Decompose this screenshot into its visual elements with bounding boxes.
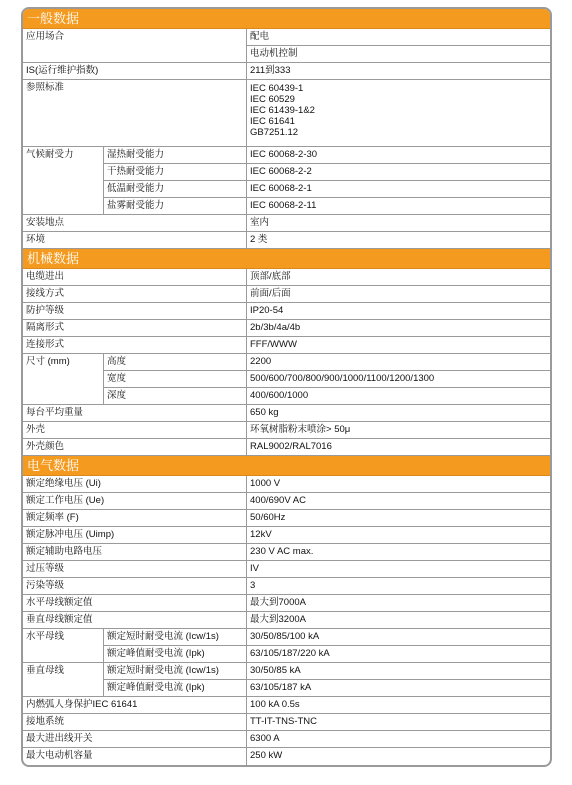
section-header-electrical xyxy=(23,456,550,476)
row-label: 额定脉冲电压 (Uimp) xyxy=(26,529,115,540)
row-value: 12kV xyxy=(246,527,550,543)
row-value: TT-IT-TNS-TNC xyxy=(246,714,550,730)
row-value: 50/60Hz xyxy=(246,510,550,526)
table-row xyxy=(103,164,550,181)
row-value: 230 V AC max. xyxy=(246,544,550,560)
value-line: 配电 xyxy=(247,29,550,46)
row-label: 连接形式 xyxy=(26,339,65,350)
table-row xyxy=(103,371,550,388)
table-row xyxy=(23,748,550,765)
table-row xyxy=(23,527,550,544)
table-row xyxy=(23,29,550,63)
table-row xyxy=(23,439,550,456)
section-title: 电气数据 xyxy=(27,458,80,473)
table-row xyxy=(23,612,550,629)
row-label: 污染等级 xyxy=(26,580,65,591)
row-value: 30/50/85/100 kA xyxy=(246,629,550,645)
row-label: 每台平均重量 xyxy=(26,407,84,418)
row-value: IP20-54 xyxy=(246,303,550,319)
row-value: IV xyxy=(246,561,550,577)
standard-item: IEC 60529 xyxy=(250,94,295,105)
spec-table xyxy=(21,7,552,767)
row-value: 最大到3200A xyxy=(246,612,550,628)
row-value: 顶部/底部 xyxy=(246,269,550,285)
row-label: 高度 xyxy=(103,354,246,370)
row-label: 额定峰值耐受电流 (Ipk) xyxy=(103,680,246,696)
row-label: 干热耐受能力 xyxy=(103,164,246,180)
group-label: 水平母线 xyxy=(26,631,65,642)
table-row xyxy=(23,337,550,354)
row-label: 额定峰值耐受电流 (Ipk) xyxy=(103,646,246,662)
row-label: IS(运行维护指数) xyxy=(26,65,99,76)
row-value: 100 kA 0.5s xyxy=(246,697,550,713)
table-row xyxy=(23,731,550,748)
row-label: 接地系统 xyxy=(26,716,65,727)
row-value xyxy=(246,29,550,62)
row-label: 隔离形式 xyxy=(26,322,65,333)
row-value: 前面/后面 xyxy=(246,286,550,302)
row-value: IEC 60068-2-2 xyxy=(246,164,550,180)
row-label: 深度 xyxy=(103,388,246,404)
standard-item: IEC 60439-1 xyxy=(250,83,304,94)
row-value: 3 xyxy=(246,578,550,594)
row-label: 宽度 xyxy=(103,371,246,387)
table-row xyxy=(23,697,550,714)
row-label: 低温耐受能力 xyxy=(103,181,246,197)
row-label: 环境 xyxy=(26,234,46,245)
row-value: IEC 60068-2-30 xyxy=(246,147,550,163)
row-label: 内燃弧人身保护IEC 61641 xyxy=(26,699,138,710)
section-header-general xyxy=(23,9,550,29)
table-row xyxy=(23,544,550,561)
row-value: 211到333 xyxy=(246,63,550,79)
table-row xyxy=(103,680,550,697)
table-row xyxy=(23,303,550,320)
section-title: 一般数据 xyxy=(27,11,80,26)
table-row xyxy=(23,286,550,303)
row-value: RAL9002/RAL7016 xyxy=(246,439,550,455)
table-row xyxy=(23,405,550,422)
row-label: 垂直母线额定值 xyxy=(26,614,93,625)
group-label: 尺寸 (mm) xyxy=(26,356,70,367)
table-row xyxy=(103,629,550,646)
row-value: 2 类 xyxy=(246,232,550,248)
group-label: 气候耐受力 xyxy=(26,149,74,160)
table-row xyxy=(103,663,550,680)
row-value: 63/105/187 kA xyxy=(246,680,550,696)
row-label: 安装地点 xyxy=(26,217,65,228)
table-row xyxy=(23,561,550,578)
standard-item: IEC 61641 xyxy=(250,116,295,127)
row-label: 额定短时耐受电流 (Icw/1s) xyxy=(103,629,246,645)
row-value: 400/600/1000 xyxy=(246,388,550,404)
table-row xyxy=(103,181,550,198)
row-label: 电缆进出 xyxy=(26,271,65,282)
table-row xyxy=(23,493,550,510)
row-label: 湿热耐受能力 xyxy=(103,147,246,163)
row-value: 2b/3b/4a/4b xyxy=(246,320,550,336)
group-label: 垂直母线 xyxy=(26,665,65,676)
value-line: 电动机控制 xyxy=(250,48,298,59)
table-row xyxy=(103,147,550,164)
row-label: 外壳颜色 xyxy=(26,441,65,452)
row-label: 最大进出线开关 xyxy=(26,733,93,744)
row-value: 650 kg xyxy=(246,405,550,421)
table-row xyxy=(23,476,550,493)
table-row xyxy=(23,80,550,147)
table-row xyxy=(103,646,550,663)
row-value: 63/105/187/220 kA xyxy=(246,646,550,662)
row-label: 应用场合 xyxy=(26,31,65,42)
table-row xyxy=(23,595,550,612)
standard-item: GB7251.12 xyxy=(250,127,299,138)
table-row xyxy=(23,269,550,286)
row-label: 参照标准 xyxy=(26,82,65,93)
row-label: 外壳 xyxy=(26,424,46,435)
row-value: 1000 V xyxy=(246,476,550,492)
table-row xyxy=(23,215,550,232)
table-row xyxy=(23,63,550,80)
table-row xyxy=(23,422,550,439)
row-label: 最大电动机容量 xyxy=(26,750,93,761)
table-row xyxy=(23,510,550,527)
row-value: 250 kW xyxy=(246,748,550,765)
table-row xyxy=(23,578,550,595)
row-label: 额定工作电压 (Ue) xyxy=(26,495,105,506)
standard-item: IEC 61439-1&2 xyxy=(250,105,315,116)
row-label: 额定频率 (F) xyxy=(26,512,79,523)
table-row xyxy=(23,232,550,249)
row-value: 2200 xyxy=(246,354,550,370)
table-row xyxy=(23,320,550,337)
row-label: 额定绝缘电压 (Ui) xyxy=(26,478,101,489)
row-value: 30/50/85 kA xyxy=(246,663,550,679)
row-label: 额定短时耐受电流 (Icw/1s) xyxy=(103,663,246,679)
row-value: FFF/WWW xyxy=(246,337,550,353)
row-value xyxy=(246,80,550,146)
row-label: 接线方式 xyxy=(26,288,65,299)
row-value: 室内 xyxy=(246,215,550,231)
row-value: 环氧树脂粉末喷涂> 50μ xyxy=(246,422,550,438)
row-value: IEC 60068-2-1 xyxy=(246,181,550,197)
row-label: 水平母线额定值 xyxy=(26,597,93,608)
row-label: 防护等级 xyxy=(26,305,65,316)
table-row xyxy=(103,354,550,371)
row-value: 最大到7000A xyxy=(246,595,550,611)
row-value: IEC 60068-2-11 xyxy=(246,198,550,214)
table-row xyxy=(23,714,550,731)
table-row xyxy=(103,388,550,405)
section-title: 机械数据 xyxy=(27,251,80,266)
row-label: 盐雾耐受能力 xyxy=(103,198,246,214)
row-value: 6300 A xyxy=(246,731,550,747)
table-row xyxy=(103,198,550,215)
row-label: 额定辅助电路电压 xyxy=(26,546,103,557)
section-header-mechanical xyxy=(23,249,550,269)
row-label: 过压等级 xyxy=(26,563,65,574)
row-value: 400/690V AC xyxy=(246,493,550,509)
row-value: 500/600/700/800/900/1000/1100/1200/1300 xyxy=(246,371,550,387)
